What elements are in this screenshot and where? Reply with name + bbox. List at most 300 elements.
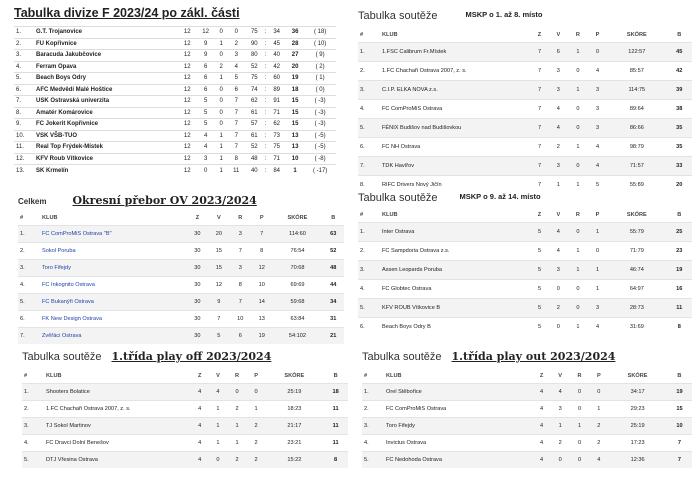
table-cell: 12 (178, 84, 196, 96)
points: 42 (667, 61, 692, 80)
table-cell: 64:97 (607, 279, 666, 298)
table-cell: 4. (18, 276, 40, 293)
table-cell: 2. (358, 241, 380, 260)
table-cell: ( -3) (304, 96, 336, 108)
team-name: Inter Ostrava (380, 222, 530, 241)
table-cell: 8. (14, 107, 34, 119)
table-cell: 2 (247, 417, 266, 434)
table-cell: 30 (187, 293, 208, 310)
table-cell: 7 (530, 42, 548, 61)
column-header: # (24, 372, 28, 379)
table-cell: 5. (358, 118, 380, 137)
table-cell: 13 (251, 310, 272, 327)
table-cell: : (263, 73, 267, 85)
column-header: R (575, 211, 580, 218)
table-cell: 12 (208, 276, 229, 293)
table-cell: ( -3) (304, 119, 336, 131)
table-cell: : (263, 119, 267, 131)
table-cell: 0 (570, 400, 590, 417)
team-name: Zvěřáci Ostrava (40, 327, 187, 344)
table-cell: 12 (178, 119, 196, 131)
column-header: B (677, 31, 682, 38)
table-cell: 30 (187, 327, 208, 344)
column-header: B (331, 214, 336, 221)
table-row (358, 241, 692, 260)
table-cell: 4 (533, 434, 551, 451)
table-cell: 4 (227, 61, 245, 73)
points: 23 (667, 241, 692, 260)
team-name: G.T. Trojanovice (34, 27, 178, 39)
table-row (14, 130, 336, 142)
table-cell: 7 (227, 119, 245, 131)
points: 27 (286, 50, 304, 62)
table-cell: 89:64 (607, 99, 666, 118)
table-row (14, 153, 336, 165)
table-row (362, 400, 692, 417)
team-name: 1.FC Chachaři Ostrava 2007, z. s. (380, 61, 530, 80)
table-cell: 62 (245, 96, 263, 108)
table-cell: 2 (227, 400, 246, 417)
table-cell: : (263, 142, 267, 154)
table-row (18, 327, 344, 344)
table-cell: ( 9) (304, 50, 336, 62)
table-cell: 1 (568, 137, 588, 156)
table-cell: : (263, 27, 267, 39)
table-cell: 75 (245, 73, 263, 85)
table-cell: 4 (533, 417, 551, 434)
table-row (362, 434, 692, 451)
table-cell: 2 (589, 417, 608, 434)
table-cell: 1 (551, 417, 570, 434)
team-name: USK Ostravská univerzita (34, 96, 178, 108)
table-cell: 8. (358, 175, 380, 194)
table-cell: 15 (208, 242, 229, 259)
table-cell: 6. (358, 317, 380, 336)
team-name: Baracuda Jakubčovice (34, 50, 178, 62)
table-cell: 7 (530, 175, 548, 194)
team-name: FÉNIX Budišov nad Budišovkou (380, 118, 530, 137)
table-cell: 0 (247, 383, 266, 400)
table-cell: 4 (533, 383, 551, 400)
column-header: SKÓRE (287, 214, 308, 221)
points: 31 (323, 310, 344, 327)
table-cell: 7 (230, 242, 251, 259)
points: 39 (667, 80, 692, 99)
table-cell: : (263, 38, 267, 50)
table-cell: 4 (191, 383, 209, 400)
table-row (14, 107, 336, 119)
table-cell: ( 0) (304, 84, 336, 96)
mskp-9-14-label: Tabulka soutěže (358, 192, 438, 204)
table-cell: 4 (191, 417, 209, 434)
column-header: V (558, 372, 563, 379)
playout-panel (362, 350, 692, 468)
table-row (14, 73, 336, 85)
table-cell: 12 (178, 142, 196, 154)
team-name: Amatér Komárovice (34, 107, 178, 119)
points: 11 (667, 298, 692, 317)
points: 10 (286, 153, 304, 165)
table-cell: 5 (196, 119, 214, 131)
table-cell: 21:17 (265, 417, 323, 434)
mskp-9-14-title: MSKP o 9. až 14. místo (459, 192, 541, 201)
table-cell: 3 (588, 298, 607, 317)
table-cell: 3 (227, 50, 245, 62)
table-cell: ( 18) (304, 27, 336, 39)
table-cell: 1 (570, 417, 590, 434)
table-cell: 4 (589, 451, 608, 468)
team-name: FC Globtec Ostrava (380, 279, 530, 298)
table-cell: 6 (230, 327, 251, 344)
table-cell: 1 (215, 153, 228, 165)
table-cell: 23:21 (265, 434, 323, 451)
table-cell: 3. (14, 50, 34, 62)
table-cell: ( -5) (304, 142, 336, 154)
table-row (358, 80, 692, 99)
playoff-label: Tabulka soutěže (22, 351, 102, 363)
points: 7 (667, 451, 692, 468)
table-cell: 0 (196, 165, 214, 177)
table-cell: 4 (549, 118, 568, 137)
table-cell: 1 (588, 222, 607, 241)
table-cell: 55:89 (607, 175, 666, 194)
table-cell: 4. (14, 61, 34, 73)
points: 13 (286, 142, 304, 154)
table-cell: 5. (358, 298, 380, 317)
table-cell: 12:36 (608, 451, 667, 468)
table-cell: 2 (549, 137, 568, 156)
team-name: FK New Design Ostrava (40, 310, 187, 327)
table-cell: 3. (22, 417, 44, 434)
table-cell: 74 (245, 84, 263, 96)
table-cell: 5 (530, 260, 548, 279)
table-cell: 54:102 (272, 327, 322, 344)
table-cell: ( 1) (304, 73, 336, 85)
table-cell: 5 (196, 96, 214, 108)
column-header: P (254, 372, 258, 379)
playoff-panel (22, 350, 348, 468)
table-cell: 3 (549, 156, 568, 175)
column-header: Z (195, 214, 200, 221)
table-cell: 6 (549, 42, 568, 61)
table-cell: ( 2) (304, 61, 336, 73)
points: 35 (667, 137, 692, 156)
table-cell: 71 (267, 153, 285, 165)
table-cell: 0 (215, 27, 228, 39)
team-name: FC Bukanýři Ostrava (40, 293, 187, 310)
table-cell: 1 (215, 165, 228, 177)
table-cell: 1 (215, 73, 228, 85)
table-cell: 60 (267, 73, 285, 85)
column-header: KLUB (46, 372, 62, 379)
table-cell: 4 (533, 451, 551, 468)
table-cell: 2. (14, 38, 34, 50)
table-cell: 4 (549, 99, 568, 118)
points: 52 (323, 242, 344, 259)
table-cell: 2. (18, 242, 40, 259)
table-cell: 1 (588, 279, 607, 298)
table-cell: 61 (245, 107, 263, 119)
table-cell: 1 (568, 241, 588, 260)
table-cell: 30 (187, 242, 208, 259)
table-cell: 4 (588, 156, 607, 175)
table-cell: 4 (209, 383, 228, 400)
team-name: Beach Boys Odry (34, 73, 178, 85)
table-cell: 25:19 (265, 383, 323, 400)
table-cell: 3 (196, 153, 214, 165)
mskp-1-8-label: Tabulka soutěže (358, 10, 438, 22)
table-cell: 3. (358, 80, 380, 99)
table-cell: 1 (209, 434, 228, 451)
table-cell: 114:75 (607, 80, 666, 99)
table-cell: 57 (245, 119, 263, 131)
table-cell: 1 (568, 175, 588, 194)
playout-title: 1.třída play out 2023/2024 (451, 350, 616, 363)
table-row (14, 165, 336, 177)
table-cell: 48 (245, 153, 263, 165)
table-cell: 1 (227, 434, 246, 451)
points: 21 (323, 327, 344, 344)
table-cell: 1 (209, 400, 228, 417)
column-header: R (577, 372, 582, 379)
table-cell: 4. (358, 279, 380, 298)
table-cell: 3 (230, 259, 251, 276)
table-cell: 122:57 (607, 42, 666, 61)
table-cell: ( -8) (304, 153, 336, 165)
table-cell: 4 (588, 317, 607, 336)
points: 33 (667, 156, 692, 175)
table-cell: 3. (358, 260, 380, 279)
table-cell: 2 (247, 434, 266, 451)
table-row (22, 383, 348, 400)
table-cell: 62 (267, 119, 285, 131)
table-cell: 7 (230, 293, 251, 310)
table-cell: 76:54 (272, 242, 322, 259)
table-cell: 5 (588, 175, 607, 194)
table-cell: 30 (187, 310, 208, 327)
team-name: Beach Boys Odry B (380, 317, 530, 336)
division-f-panel (14, 6, 344, 176)
column-header: B (677, 211, 682, 218)
table-row (358, 137, 692, 156)
table-row (362, 383, 692, 400)
table-cell: 7 (208, 310, 229, 327)
column-header: Z (539, 372, 544, 379)
table-cell: 0 (588, 42, 607, 61)
table-cell: 12 (178, 73, 196, 85)
team-name: FU Kopřivnice (34, 38, 178, 50)
table-cell: 114:60 (272, 225, 322, 242)
team-name: Shooters Bolatice (44, 383, 191, 400)
table-cell: 12 (178, 38, 196, 50)
table-cell: 59:68 (272, 293, 322, 310)
table-cell: 4 (551, 383, 570, 400)
table-cell: 12 (196, 27, 214, 39)
column-header: SKÓRE (626, 211, 647, 218)
table-cell: 0 (570, 383, 590, 400)
team-name: 1.FSC Calibrum Fr.Místek (380, 42, 530, 61)
table-cell: 98:79 (607, 137, 666, 156)
table-cell: 9 (196, 50, 214, 62)
column-header: R (575, 31, 580, 38)
column-header: P (596, 372, 601, 379)
table-cell: 42 (267, 61, 285, 73)
column-header: SKÓRE (284, 372, 305, 379)
points: 28 (286, 38, 304, 50)
team-name: Orel Stěbořice (384, 383, 533, 400)
table-cell: 5 (530, 279, 548, 298)
points: 15 (286, 119, 304, 131)
table-cell: 10. (14, 130, 34, 142)
column-header: Z (197, 372, 202, 379)
team-name: RIFC Drivers Nový Jičín (380, 175, 530, 194)
table-cell: 1 (568, 42, 588, 61)
table-cell: 12 (178, 96, 196, 108)
points: 45 (667, 42, 692, 61)
table-cell: 0 (570, 451, 590, 468)
table-cell: 1 (589, 400, 608, 417)
mskp-9-14-panel (358, 192, 692, 336)
table-cell: 63:84 (272, 310, 322, 327)
playoff-table (22, 369, 348, 468)
table-cell: 71 (267, 107, 285, 119)
table-cell: 69:69 (272, 276, 322, 293)
table-cell: 2 (551, 434, 570, 451)
table-row (362, 451, 692, 468)
table-cell: 11 (227, 165, 245, 177)
points: 18 (286, 84, 304, 96)
okresni-label: Celkem (18, 197, 47, 206)
table-cell: 1 (549, 175, 568, 194)
table-cell: 3 (549, 80, 568, 99)
table-cell: : (263, 84, 267, 96)
team-name: FC ComProMiS Ostrava "B" (40, 225, 187, 242)
mskp-9-14-table (358, 208, 692, 336)
mskp-1-8-panel (358, 10, 692, 194)
team-name: FC Inkognito Ostrava (40, 276, 187, 293)
table-cell: 12 (178, 50, 196, 62)
column-header: KLUB (386, 372, 402, 379)
table-cell: 7 (530, 118, 548, 137)
table-row (358, 298, 692, 317)
table-row (22, 451, 348, 468)
table-cell: 7. (18, 327, 40, 344)
table-cell: 34:17 (608, 383, 667, 400)
table-cell: 4. (22, 434, 44, 451)
table-cell: 30 (187, 259, 208, 276)
table-cell: 2 (247, 451, 266, 468)
table-cell: ( -5) (304, 130, 336, 142)
table-cell: 2 (589, 434, 608, 451)
column-header: KLUB (382, 211, 398, 218)
table-cell: 7 (530, 99, 548, 118)
table-cell: 0 (215, 119, 228, 131)
okresni-table (18, 211, 344, 344)
table-cell: 2 (227, 38, 245, 50)
table-cell: 0 (215, 84, 228, 96)
column-header: # (360, 211, 364, 218)
points: 19 (667, 383, 692, 400)
table-cell: 1. (358, 222, 380, 241)
column-header: B (333, 372, 338, 379)
table-header-row (18, 211, 344, 225)
table-cell: 0 (589, 383, 608, 400)
team-name: FC Jokerit Kopřivnice (34, 119, 178, 131)
table-cell: 84 (267, 165, 285, 177)
table-cell: 6 (196, 84, 214, 96)
table-cell: 1 (227, 417, 246, 434)
points: 36 (286, 27, 304, 39)
table-cell: 0 (549, 279, 568, 298)
table-cell: 5 (227, 73, 245, 85)
points: 48 (323, 259, 344, 276)
table-cell: 6. (18, 310, 40, 327)
table-cell: 1. (362, 383, 384, 400)
table-cell: 14 (251, 293, 272, 310)
table-row (358, 156, 692, 175)
table-cell: 30 (187, 225, 208, 242)
points: 15 (286, 96, 304, 108)
table-row (14, 38, 336, 50)
table-cell: 1 (568, 80, 588, 99)
table-cell: 20 (208, 225, 229, 242)
table-cell: 3 (549, 61, 568, 80)
team-name: Invictus Ostrava (384, 434, 533, 451)
team-name: VSK VŠB-TUO (34, 130, 178, 142)
table-row (358, 42, 692, 61)
table-cell: 15 (208, 259, 229, 276)
table-cell: 10 (251, 276, 272, 293)
table-cell: 31:69 (607, 317, 666, 336)
table-cell: 34 (267, 27, 285, 39)
points: 44 (323, 276, 344, 293)
points: 34 (323, 293, 344, 310)
table-cell: 0 (551, 451, 570, 468)
table-cell: 4 (588, 137, 607, 156)
table-row (14, 27, 336, 39)
table-cell: 71:79 (607, 241, 666, 260)
team-name: 1.FC Chachaři Ostrava 2007, z. s. (44, 400, 191, 417)
table-row (358, 99, 692, 118)
table-cell: 0 (568, 298, 588, 317)
table-cell: 0 (568, 279, 588, 298)
points: 19 (286, 73, 304, 85)
table-cell: 0 (215, 107, 228, 119)
team-name: Real Top Frýdek-Místek (34, 142, 178, 154)
table-cell: 2 (549, 298, 568, 317)
table-row (358, 222, 692, 241)
table-cell: ( -3) (304, 107, 336, 119)
column-header: # (20, 214, 24, 221)
points: 20 (667, 175, 692, 194)
table-cell: 71:57 (607, 156, 666, 175)
points: 11 (323, 400, 348, 417)
table-cell: 4 (196, 142, 214, 154)
points: 25 (667, 222, 692, 241)
table-cell: 3 (230, 225, 251, 242)
table-cell: 5. (18, 293, 40, 310)
column-header: KLUB (382, 31, 398, 38)
team-name: KFV ROUB Vítkovice B (380, 298, 530, 317)
table-cell: ( 10) (304, 38, 336, 50)
table-cell: 7 (530, 137, 548, 156)
table-cell: 3 (551, 400, 570, 417)
table-cell: 90 (245, 38, 263, 50)
table-cell: 25:19 (608, 417, 667, 434)
team-name: Ferram Opava (34, 61, 178, 73)
okresni-title: Okresní přebor OV 2023/2024 (72, 194, 257, 207)
table-cell: 3 (588, 80, 607, 99)
